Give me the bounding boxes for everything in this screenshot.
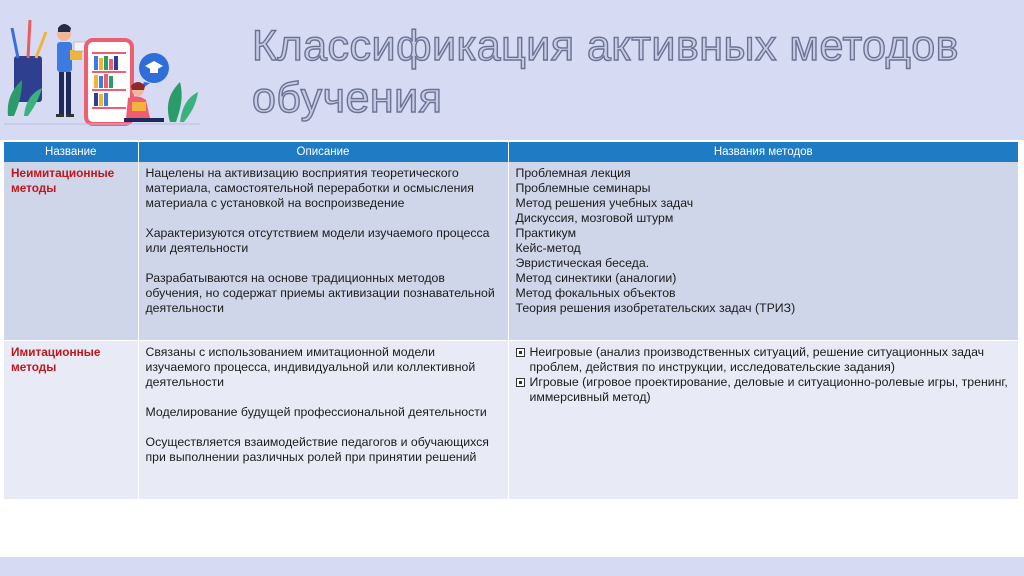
methods-cell xyxy=(508,162,1018,341)
method-item: Неигровые (анализ производственных ситуаций, решение ситуационных задач проблем, действия по инструкции, исследовательские задания) xyxy=(529,345,985,374)
phone-bookshelf-icon xyxy=(86,40,132,124)
column-header-description: Описание xyxy=(138,142,508,162)
graduation-cap-bubble-icon xyxy=(139,53,169,90)
footer-band xyxy=(0,557,1024,576)
method-item: Дискуссия, мозговой штурм xyxy=(515,211,674,225)
description-paragraph: Осуществляется взаимодействие педагогов и обучающихся при выполнении различных ролей при принятии решений xyxy=(145,435,489,464)
methods-table xyxy=(4,142,1018,500)
method-list-item xyxy=(516,375,1012,405)
page-title: Классификация активных методов обучения xyxy=(252,22,959,122)
method-item: Метод решения учебных задач xyxy=(515,196,694,210)
plant-icon xyxy=(168,82,198,122)
description-paragraph: Нацелены на активизацию восприятия теоретического материала, самостоятельной переработки и осмысления материала с установкой на воспроизведение xyxy=(145,166,474,210)
method-item: Теория решения изобретательских задач (ТРИЗ) xyxy=(515,301,796,315)
person-with-books-icon xyxy=(56,24,88,117)
method-item: Кейс-метод xyxy=(515,241,581,255)
description-paragraph: Разрабатываются на основе традиционных методов обучения, но содержат приемы активизации познавательной деятельности xyxy=(145,271,495,315)
table-row xyxy=(4,341,1018,500)
method-item: Эвристическая беседа. xyxy=(515,256,650,270)
description-cell xyxy=(138,341,508,500)
description-cell xyxy=(138,162,508,341)
column-header-methods: Названия методов xyxy=(508,142,1018,162)
method-item: Практикум xyxy=(515,226,577,240)
method-item: Метод синектики (аналогии) xyxy=(515,271,677,285)
table-header-row xyxy=(4,142,1018,162)
checkbox-bullet-icon xyxy=(516,378,525,387)
description-paragraph: Связаны с использованием имитационной модели изучаемого процесса, индивидуальной или коллективной деятельности xyxy=(145,345,476,389)
methods-cell xyxy=(508,341,1018,500)
description-paragraph: Моделирование будущей профессиональной деятельности xyxy=(145,405,487,419)
table-row xyxy=(4,162,1018,341)
column-header-name: Название xyxy=(4,142,138,162)
method-item: Метод фокальных объектов xyxy=(515,286,676,300)
method-item: Игровые (игровое проектирование, деловые и ситуационно-ролевые игры, тренинг, иммерсивный метод) xyxy=(529,375,1008,404)
checkbox-bullet-icon xyxy=(516,348,525,357)
method-group-name: Неимитационные методы xyxy=(4,162,138,341)
method-item: Проблемная лекция xyxy=(515,166,631,180)
method-group-name: Имитационные методы xyxy=(4,341,138,500)
education-illustration xyxy=(4,6,200,128)
description-paragraph: Характеризуются отсутствием модели изучаемого процесса или деятельности xyxy=(145,226,490,255)
method-list-item xyxy=(516,345,1012,375)
method-item: Проблемные семинары xyxy=(515,181,651,195)
